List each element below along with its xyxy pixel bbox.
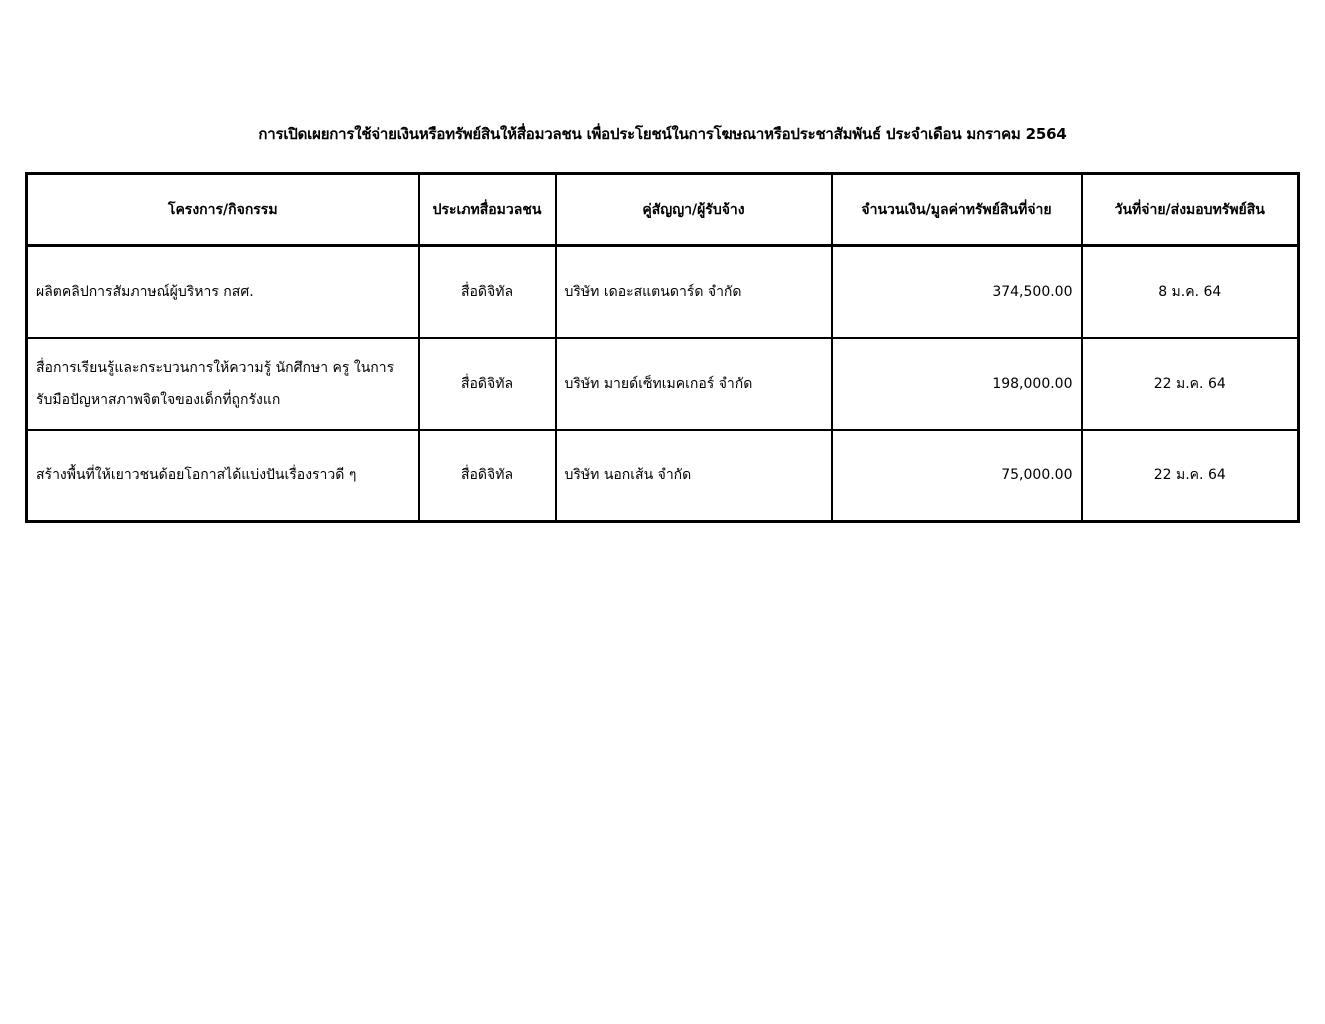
- date-cell: 22 ม.ค. 64: [1082, 338, 1299, 430]
- header-date: วันที่จ่าย/ส่งมอบทรัพย์สิน: [1082, 174, 1299, 246]
- header-media-type: ประเภทสื่อมวลชน: [419, 174, 556, 246]
- table-row: [27, 246, 1299, 338]
- media-type-cell: สื่อดิจิทัล: [419, 430, 556, 522]
- contractor-cell: บริษัท เดอะสแตนดาร์ด จำกัด: [556, 246, 832, 338]
- amount-cell: 198,000.00: [832, 338, 1082, 430]
- project-cell: สร้างพื้นที่ให้เยาวชนด้อยโอกาสได้แบ่งปันเรื่องราวดี ๆ: [27, 430, 419, 522]
- date-cell: 22 ม.ค. 64: [1082, 430, 1299, 522]
- table-row: [27, 430, 1299, 522]
- amount-cell: 374,500.00: [832, 246, 1082, 338]
- amount-cell: 75,000.00: [832, 430, 1082, 522]
- media-type-cell: สื่อดิจิทัล: [419, 246, 556, 338]
- contractor-cell: บริษัท นอกเส้น จำกัด: [556, 430, 832, 522]
- contractor-cell: บริษัท มายด์เซ็ทเมคเกอร์ จำกัด: [556, 338, 832, 430]
- header-project: โครงการ/กิจกรรม: [27, 174, 419, 246]
- project-cell: ผลิตคลิปการสัมภาษณ์ผู้บริหาร กสศ.: [27, 246, 419, 338]
- header-contractor: คู่สัญญา/ผู้รับจ้าง: [556, 174, 832, 246]
- project-cell: สื่อการเรียนรู้และกระบวนการให้ความรู้ นักศึกษา ครู ในการรับมือปัญหาสภาพจิตใจของเด็กที่ถูกรังแก: [27, 338, 419, 430]
- header-amount: จำนวนเงิน/มูลค่าทรัพย์สินที่จ่าย: [832, 174, 1082, 246]
- table-header-row: [27, 174, 1299, 246]
- document-title: การเปิดเผยการใช้จ่ายเงินหรือทรัพย์สินให้สื่อมวลชน เพื่อประโยชน์ในการโฆษณาหรือประชาสัมพันธ์ ประจำเดือน มกราคม 2564: [258, 125, 1067, 143]
- table-row: [27, 338, 1299, 430]
- disclosure-table: [25, 172, 1300, 523]
- date-cell: 8 ม.ค. 64: [1082, 246, 1299, 338]
- media-type-cell: สื่อดิจิทัล: [419, 338, 556, 430]
